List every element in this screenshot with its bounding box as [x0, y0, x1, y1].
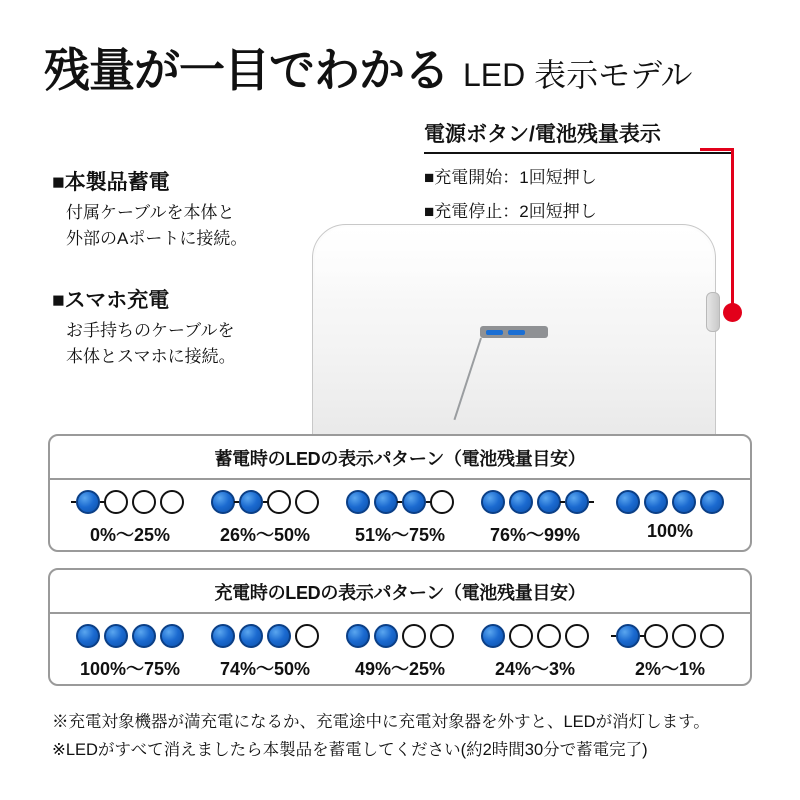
led-indicator	[537, 624, 561, 648]
led-indicator	[104, 624, 128, 648]
info-block-phone-charge-heading: ■スマホ充電	[52, 289, 170, 312]
panel-charging-title: 充電時のLEDの表示パターン（電池残量目安）	[214, 583, 586, 603]
led-indicator	[700, 490, 724, 514]
callout-leader-line-vertical	[731, 148, 734, 312]
led-indicator	[346, 624, 370, 648]
info-block-phone-charge-body	[66, 318, 236, 369]
led-indicator	[132, 490, 156, 514]
led-group	[199, 623, 331, 681]
led-indicator	[346, 490, 370, 514]
led-group	[334, 623, 466, 681]
led-group-label: 100%	[646, 521, 694, 541]
led-indicator	[430, 490, 454, 514]
led-indicator	[644, 490, 668, 514]
led-indicator	[132, 624, 156, 648]
led-indicator	[239, 624, 263, 648]
led-row	[211, 623, 319, 649]
info-block-self-charge-heading: ■本製品蓄電	[52, 171, 170, 194]
info-block-self-charge-line1: 付属ケーブルを本体と	[66, 203, 235, 222]
led-indicator	[211, 490, 235, 514]
panel-storing-groups	[50, 480, 750, 547]
page-title-main: 残量が一目でわかる	[44, 44, 449, 96]
page-title-sub: LED 表示モデル	[463, 57, 693, 93]
info-block-phone-charge-line2: 本体とスマホに接続。	[66, 346, 236, 366]
led-indicator	[430, 624, 454, 648]
led-group	[604, 623, 736, 681]
led-indicator	[644, 624, 668, 648]
led-group	[604, 489, 736, 547]
led-row	[211, 489, 319, 515]
led-group	[64, 623, 196, 681]
led-group-label: 76%〜99%	[489, 525, 581, 545]
footer-notes	[52, 708, 772, 764]
led-pattern-panel-storing	[48, 434, 752, 552]
led-group	[334, 489, 466, 547]
device-led-indicator-2	[508, 330, 525, 335]
led-indicator	[481, 490, 505, 514]
led-indicator	[402, 624, 426, 648]
led-row	[346, 623, 454, 649]
info-block-phone-charge	[52, 284, 236, 369]
callout-leader-line-horizontal	[700, 148, 734, 151]
led-indicator	[509, 490, 533, 514]
led-indicator	[295, 490, 319, 514]
led-indicator	[76, 624, 100, 648]
led-indicator	[672, 490, 696, 514]
device-led-indicator-1	[486, 330, 503, 335]
panel-storing-title: 蓄電時のLEDの表示パターン（電池残量目安）	[214, 449, 586, 469]
led-indicator	[374, 624, 398, 648]
led-indicator	[239, 490, 263, 514]
led-indicator	[104, 490, 128, 514]
led-indicator	[537, 490, 561, 514]
led-indicator	[76, 490, 100, 514]
led-indicator	[267, 624, 291, 648]
led-row	[481, 489, 589, 515]
footer-note-1: ※充電対象機器が満充電になるか、充電途中に充電対象器を外すと、LEDが消灯します。	[52, 713, 710, 731]
footer-note-2: ※LEDがすべて消えましたら本製品を蓄電してください(約2時間30分で蓄電完了)	[52, 741, 648, 760]
led-group	[469, 489, 601, 547]
led-indicator	[481, 624, 505, 648]
led-group-label: 0%〜25%	[89, 525, 171, 545]
led-indicator	[374, 490, 398, 514]
led-row	[616, 623, 724, 649]
device-highlight	[315, 227, 713, 297]
led-row	[76, 489, 184, 515]
callout-divider	[424, 152, 734, 154]
led-indicator	[616, 490, 640, 514]
info-block-self-charge	[52, 166, 247, 251]
led-row	[346, 489, 454, 515]
led-indicator	[160, 624, 184, 648]
led-group-label: 51%〜75%	[354, 525, 446, 545]
led-indicator	[565, 490, 589, 514]
led-group-label: 24%〜3%	[494, 659, 576, 679]
panel-charging-groups	[50, 614, 750, 681]
led-indicator	[700, 624, 724, 648]
led-group-label: 74%〜50%	[219, 659, 311, 679]
led-indicator	[295, 624, 319, 648]
led-pattern-panel-charging	[48, 568, 752, 686]
led-group	[199, 489, 331, 547]
led-indicator	[402, 490, 426, 514]
led-group-label: 100%〜75%	[79, 659, 181, 679]
led-group-label: 2%〜1%	[634, 659, 706, 679]
led-indicator	[211, 624, 235, 648]
device-power-button	[706, 292, 720, 332]
led-group	[469, 623, 601, 681]
info-block-self-charge-line2: 外部のAポートに接続。	[66, 228, 248, 248]
callout-item-stop: ■充電停止：2回短押し	[424, 202, 597, 221]
led-row	[481, 623, 589, 649]
led-indicator	[267, 490, 291, 514]
info-block-phone-charge-line1: お手持ちのケーブルを	[66, 321, 235, 340]
led-group-label: 49%〜25%	[354, 659, 446, 679]
page-title	[44, 34, 693, 100]
power-button-callout-title: 電源ボタン/電池残量表示	[424, 123, 661, 146]
led-row	[616, 489, 724, 515]
led-group	[64, 489, 196, 547]
led-indicator	[672, 624, 696, 648]
callout-leader-dot	[723, 303, 742, 322]
led-indicator	[509, 624, 533, 648]
callout-item-start: ■充電開始：1回短押し	[424, 168, 597, 187]
info-block-self-charge-body	[66, 200, 247, 251]
led-group-label: 26%〜50%	[219, 525, 311, 545]
power-button-callout	[424, 118, 764, 222]
led-indicator	[565, 624, 589, 648]
led-row	[76, 623, 184, 649]
led-indicator	[616, 624, 640, 648]
led-indicator	[160, 490, 184, 514]
